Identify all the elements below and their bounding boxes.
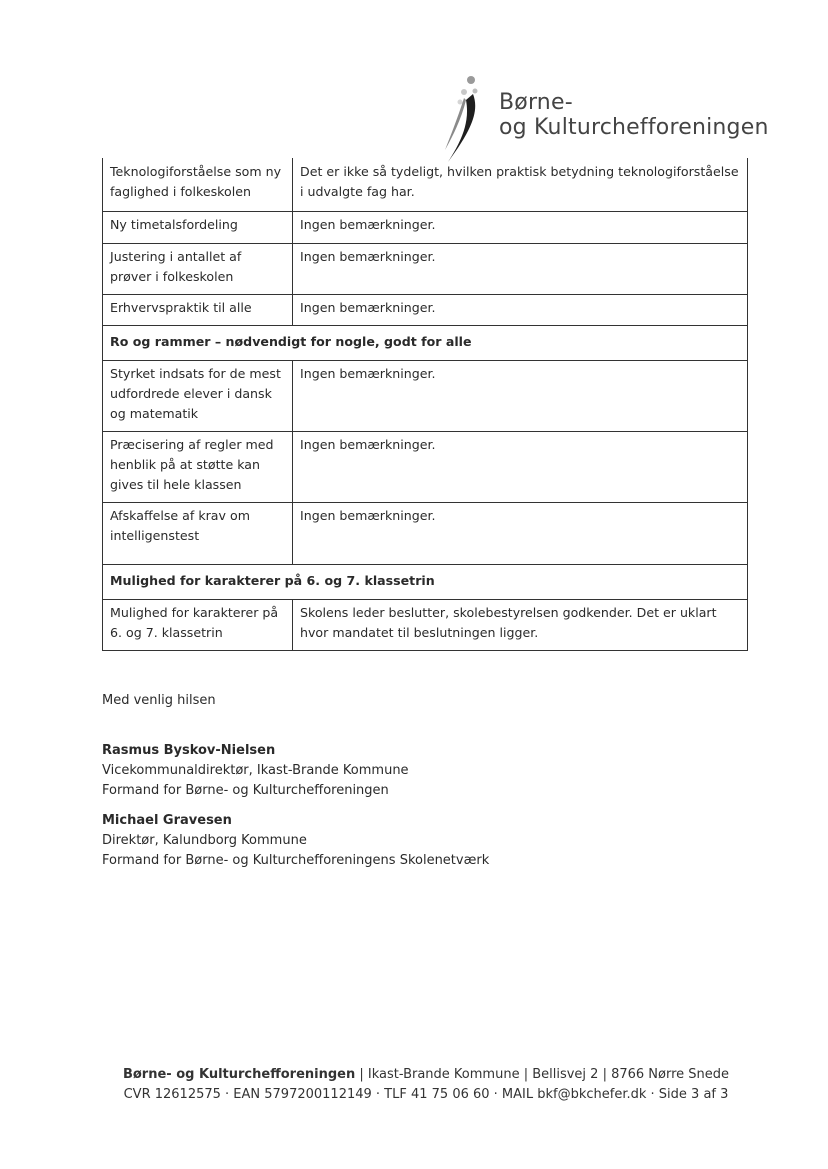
table-row bbox=[103, 294, 748, 325]
row-comment: Ingen bemærkninger. bbox=[293, 243, 748, 294]
signatory-name: Michael Gravesen bbox=[102, 813, 232, 828]
row-topic: Mulighed for karakterer på 6. og 7. klassetrin bbox=[103, 599, 293, 650]
logo-line-1: Børne- bbox=[499, 90, 573, 115]
signatory-title: Vicekommunaldirektør, Ikast-Brande Kommune bbox=[102, 763, 409, 778]
signatory-role: Formand for Børne- og Kulturchefforeningen bbox=[102, 783, 389, 798]
organization-logo bbox=[440, 72, 780, 167]
logo-line-2: og Kulturchefforeningen bbox=[499, 115, 769, 140]
table-row bbox=[103, 599, 748, 650]
page-footer bbox=[0, 1065, 828, 1105]
row-comment: Det er ikke så tydeligt, hvilken praktisk betydning teknologiforståelse i udvalgte fag har. bbox=[293, 158, 748, 211]
row-topic: Præcisering af regler med henblik på at støtte kan gives til hele klassen bbox=[103, 431, 293, 502]
row-comment: Ingen bemærkninger. bbox=[293, 294, 748, 325]
table-row bbox=[103, 243, 748, 294]
section-heading: Mulighed for karakterer på 6. og 7. klassetrin bbox=[103, 564, 748, 599]
row-topic: Justering i antallet af prøver i folkeskolen bbox=[103, 243, 293, 294]
signatory-block bbox=[102, 741, 409, 801]
row-comment: Ingen bemærkninger. bbox=[293, 211, 748, 243]
section-header-row bbox=[103, 325, 748, 360]
signatory-title: Direktør, Kalundborg Kommune bbox=[102, 833, 307, 848]
row-comment: Ingen bemærkninger. bbox=[293, 431, 748, 502]
row-topic: Styrket indsats for de mest udfordrede elever i dansk og matematik bbox=[103, 360, 293, 431]
row-topic: Teknologiforståelse som ny faglighed i folkeskolen bbox=[103, 158, 293, 211]
row-comment: Ingen bemærkninger. bbox=[293, 502, 748, 564]
footer-address-line bbox=[24, 1065, 828, 1085]
table-row bbox=[103, 360, 748, 431]
signatory-block bbox=[102, 811, 489, 871]
table-row bbox=[103, 211, 748, 243]
row-topic: Afskaffelse af krav om intelligenstest bbox=[103, 502, 293, 564]
table-row bbox=[103, 158, 748, 211]
logo-figure-icon bbox=[440, 72, 500, 167]
closing-greeting: Med venlig hilsen bbox=[102, 693, 216, 708]
comments-table bbox=[102, 158, 748, 651]
footer-address: | Ikast-Brande Kommune | Bellisvej 2 | 8766 Nørre Snede bbox=[355, 1067, 730, 1082]
row-comment: Skolens leder beslutter, skolebestyrelsen godkender. Det er uklart hvor mandatet til beslutningen ligger. bbox=[293, 599, 748, 650]
signatory-name: Rasmus Byskov-Nielsen bbox=[102, 743, 276, 758]
table-row bbox=[103, 502, 748, 564]
table-row bbox=[103, 431, 748, 502]
section-header-row bbox=[103, 564, 748, 599]
footer-contact-line: CVR 12612575 · EAN 5797200112149 · TLF 41 75 06 60 · MAIL bkf@bkchefer.dk · Side 3 af 3 bbox=[123, 1087, 729, 1102]
row-topic: Ny timetalsfordeling bbox=[103, 211, 293, 243]
signatory-role: Formand for Børne- og Kulturchefforeningens Skolenetværk bbox=[102, 853, 490, 868]
section-heading: Ro og rammer – nødvendigt for nogle, godt for alle bbox=[103, 325, 748, 360]
row-comment: Ingen bemærkninger. bbox=[293, 360, 748, 431]
footer-org-name: Børne- og Kulturchefforeningen bbox=[122, 1067, 356, 1082]
row-topic: Erhvervspraktik til alle bbox=[103, 294, 293, 325]
